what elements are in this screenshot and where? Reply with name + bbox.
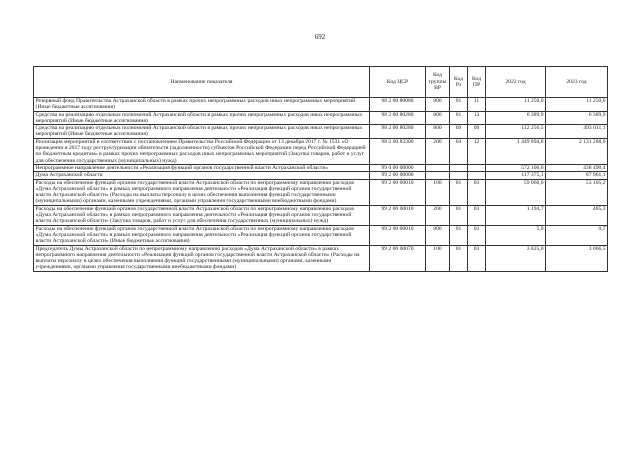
cell-rz-code: 04 (450, 138, 468, 164)
cell-2023: 11 250,0 (546, 98, 608, 112)
cell-vr-code: 200 (426, 205, 450, 225)
cell-vr-code: 100 (426, 179, 450, 205)
cell-rz-code: 01 (450, 205, 468, 225)
cell-name: Средства на реализацию отдельных полномочий Астраханской области в рамках прочих непрограммных расходов иных непрограммных мероприятий (Иные бюджетные ассигнования) (34, 125, 370, 139)
cell-pr-code: 03 (468, 205, 486, 225)
cell-2022: 117 375,1 (486, 172, 546, 179)
cell-2023: 493 011,1 (546, 125, 608, 139)
cell-csr-code: 99 2 00 00010 (370, 179, 426, 205)
cell-vr-code (426, 164, 450, 171)
cell-pr-code: 13 (468, 111, 486, 125)
table-row (34, 172, 608, 179)
cell-pr-code (468, 172, 486, 179)
table-row (34, 164, 608, 171)
cell-rz-code (450, 172, 468, 179)
cell-2022: 3 825,0 (486, 245, 546, 271)
cell-rz-code: 01 (450, 179, 468, 205)
table-body (34, 98, 608, 272)
cell-2023: 0,7 (546, 225, 608, 245)
cell-pr-code: 03 (468, 245, 486, 271)
table-row (34, 111, 608, 125)
column-header-2023: 2023 год (546, 67, 608, 98)
cell-csr-code: 99 2 00 00010 (370, 205, 426, 225)
cell-rz-code: 01 (450, 225, 468, 245)
table-row (34, 245, 608, 271)
cell-2022: 112 256,5 (486, 125, 546, 139)
cell-2023: 485,3 (546, 205, 608, 225)
cell-pr-code: 12 (468, 138, 486, 164)
column-header-csr: Код ЦСР (370, 67, 426, 98)
cell-name: Дума Астраханской области (34, 172, 370, 179)
column-header-name: Наименование показателя (34, 67, 370, 98)
cell-csr-code: 99 2 00 00070 (370, 245, 426, 271)
table-header-row (34, 67, 608, 98)
table-row (34, 138, 608, 164)
cell-2023: 87 961,1 (546, 172, 608, 179)
cell-2023: 53 105,2 (546, 179, 608, 205)
cell-2022: 6 389,9 (486, 111, 546, 125)
cell-2022: 572 106,6 (486, 164, 546, 171)
table-row (34, 225, 608, 245)
cell-name: Расходы на обеспечение функций органов государственной власти Астраханской области по непрограммному направлению расходов «Дума Астраханской области» в рамках непрограммного направления деятельности «Реализация функций органов государственной власти Астраханской области» (Иные бюджетные ассигнования) (34, 225, 370, 245)
cell-csr-code: 99 0 00 00000 (370, 164, 426, 171)
cell-name: Непрограммное направление деятельности «Реализация функций органов государственной власти Астраханской области» (34, 164, 370, 171)
cell-name: Реализация мероприятий в соответствии с постановлением Правительства Российской Федерации от 13 декабря 2017 г. № 1531 «О проведении в 2017 году реструктуризации обязательств (задолженности) субъектов Российской Федерации перед Российской Федерацией по бюджетным кредитам» в рамках прочих непрограммных расходов иных непрограммных мероприятий (Закупка товаров, работ и услуг для обеспечения государственных (муниципальных) нужд) (34, 138, 370, 164)
cell-name: Расходы на обеспечение функций органов государственной власти Астраханской области по непрограммному направлению расходов «Дума Астраханской области» в рамках непрограммного направления деятельности «Реализация функций органов государственной власти Астраханской области» (Закупка товаров, работ и услуг для обеспечения государственных (муниципальных) нужд) (34, 205, 370, 225)
cell-vr-code: 800 (426, 125, 450, 139)
cell-rz-code (450, 164, 468, 171)
cell-vr-code: 800 (426, 225, 450, 245)
cell-rz-code: 01 (450, 98, 468, 112)
table-row (34, 125, 608, 139)
cell-name: Средства на реализацию отдельных полномочий Астраханской области в рамках прочих непрограммных расходов иных непрограммных мероприятий (Иные бюджетные ассигнования) (34, 111, 370, 125)
cell-vr-code: 800 (426, 98, 450, 112)
cell-csr-code: 98 2 00 83300 (370, 138, 426, 164)
column-header-rz: Код Рз (450, 67, 468, 98)
cell-2023: 3 066,5 (546, 245, 608, 271)
cell-2022: 1 194,7 (486, 205, 546, 225)
column-header-2022: 2022 год (486, 67, 546, 98)
cell-2022: 5,0 (486, 225, 546, 245)
cell-2022: 1 449 894,8 (486, 138, 546, 164)
cell-vr-code: 200 (426, 138, 450, 164)
cell-csr-code: 99 2 00 00000 (370, 172, 426, 179)
cell-name: Резервный фонд Правительства Астраханской области в рамках прочих непрограммных расходов иных непрограммных мероприятий (Иные бюджетные ассигнования) (34, 98, 370, 112)
column-header-vr: Код группы ВР (426, 67, 450, 98)
budget-table (33, 66, 608, 272)
cell-vr-code: 800 (426, 111, 450, 125)
cell-rz-code: 09 (450, 125, 468, 139)
cell-2023: 6 389,9 (546, 111, 608, 125)
cell-2022: 11 250,0 (486, 98, 546, 112)
cell-2023: 438 490,4 (546, 164, 608, 171)
cell-pr-code (468, 164, 486, 171)
column-header-pr: Код ПР (468, 67, 486, 98)
cell-vr-code: 100 (426, 245, 450, 271)
table-row (34, 205, 608, 225)
cell-2022: 59 060,6 (486, 179, 546, 205)
page-number: 692 (314, 33, 326, 41)
cell-pr-code: 03 (468, 225, 486, 245)
cell-vr-code (426, 172, 450, 179)
cell-csr-code: 98 2 00 80080 (370, 98, 426, 112)
cell-name: Председатель Думы Астраханской области по непрограммному направлению расходов «Дума Астраханской области» в рамках непрограммного направления деятельности «Реализация функций органов государственной власти Астраханской области» (Расходы на выплаты персоналу в целях обеспечения выполнения функций государственными (муниципальными) органами, казенными учреждениями, органами управления государственными внебюджетными фондами) (34, 245, 370, 271)
table-row (34, 179, 608, 205)
cell-rz-code: 01 (450, 245, 468, 271)
cell-pr-code: 09 (468, 125, 486, 139)
cell-csr-code: 99 2 00 00010 (370, 225, 426, 245)
cell-csr-code: 98 2 00 80280 (370, 125, 426, 139)
cell-pr-code: 03 (468, 179, 486, 205)
cell-pr-code: 11 (468, 98, 486, 112)
cell-name: Расходы на обеспечение функций органов государственной власти Астраханской области по непрограммному направлению расходов «Дума Астраханской области» в рамках непрограммного направления деятельности «Реализация функций органов государственной власти Астраханской области» (Расходы на выплаты персоналу в целях обеспечения выполнения функций государственными (муниципальными) органами, казенными учреждениями, органами управления государственными внебюджетными фондами) (34, 179, 370, 205)
cell-csr-code: 98 2 00 80280 (370, 111, 426, 125)
cell-2023: 2 131 288,0 (546, 138, 608, 164)
table-row (34, 98, 608, 112)
cell-rz-code: 01 (450, 111, 468, 125)
